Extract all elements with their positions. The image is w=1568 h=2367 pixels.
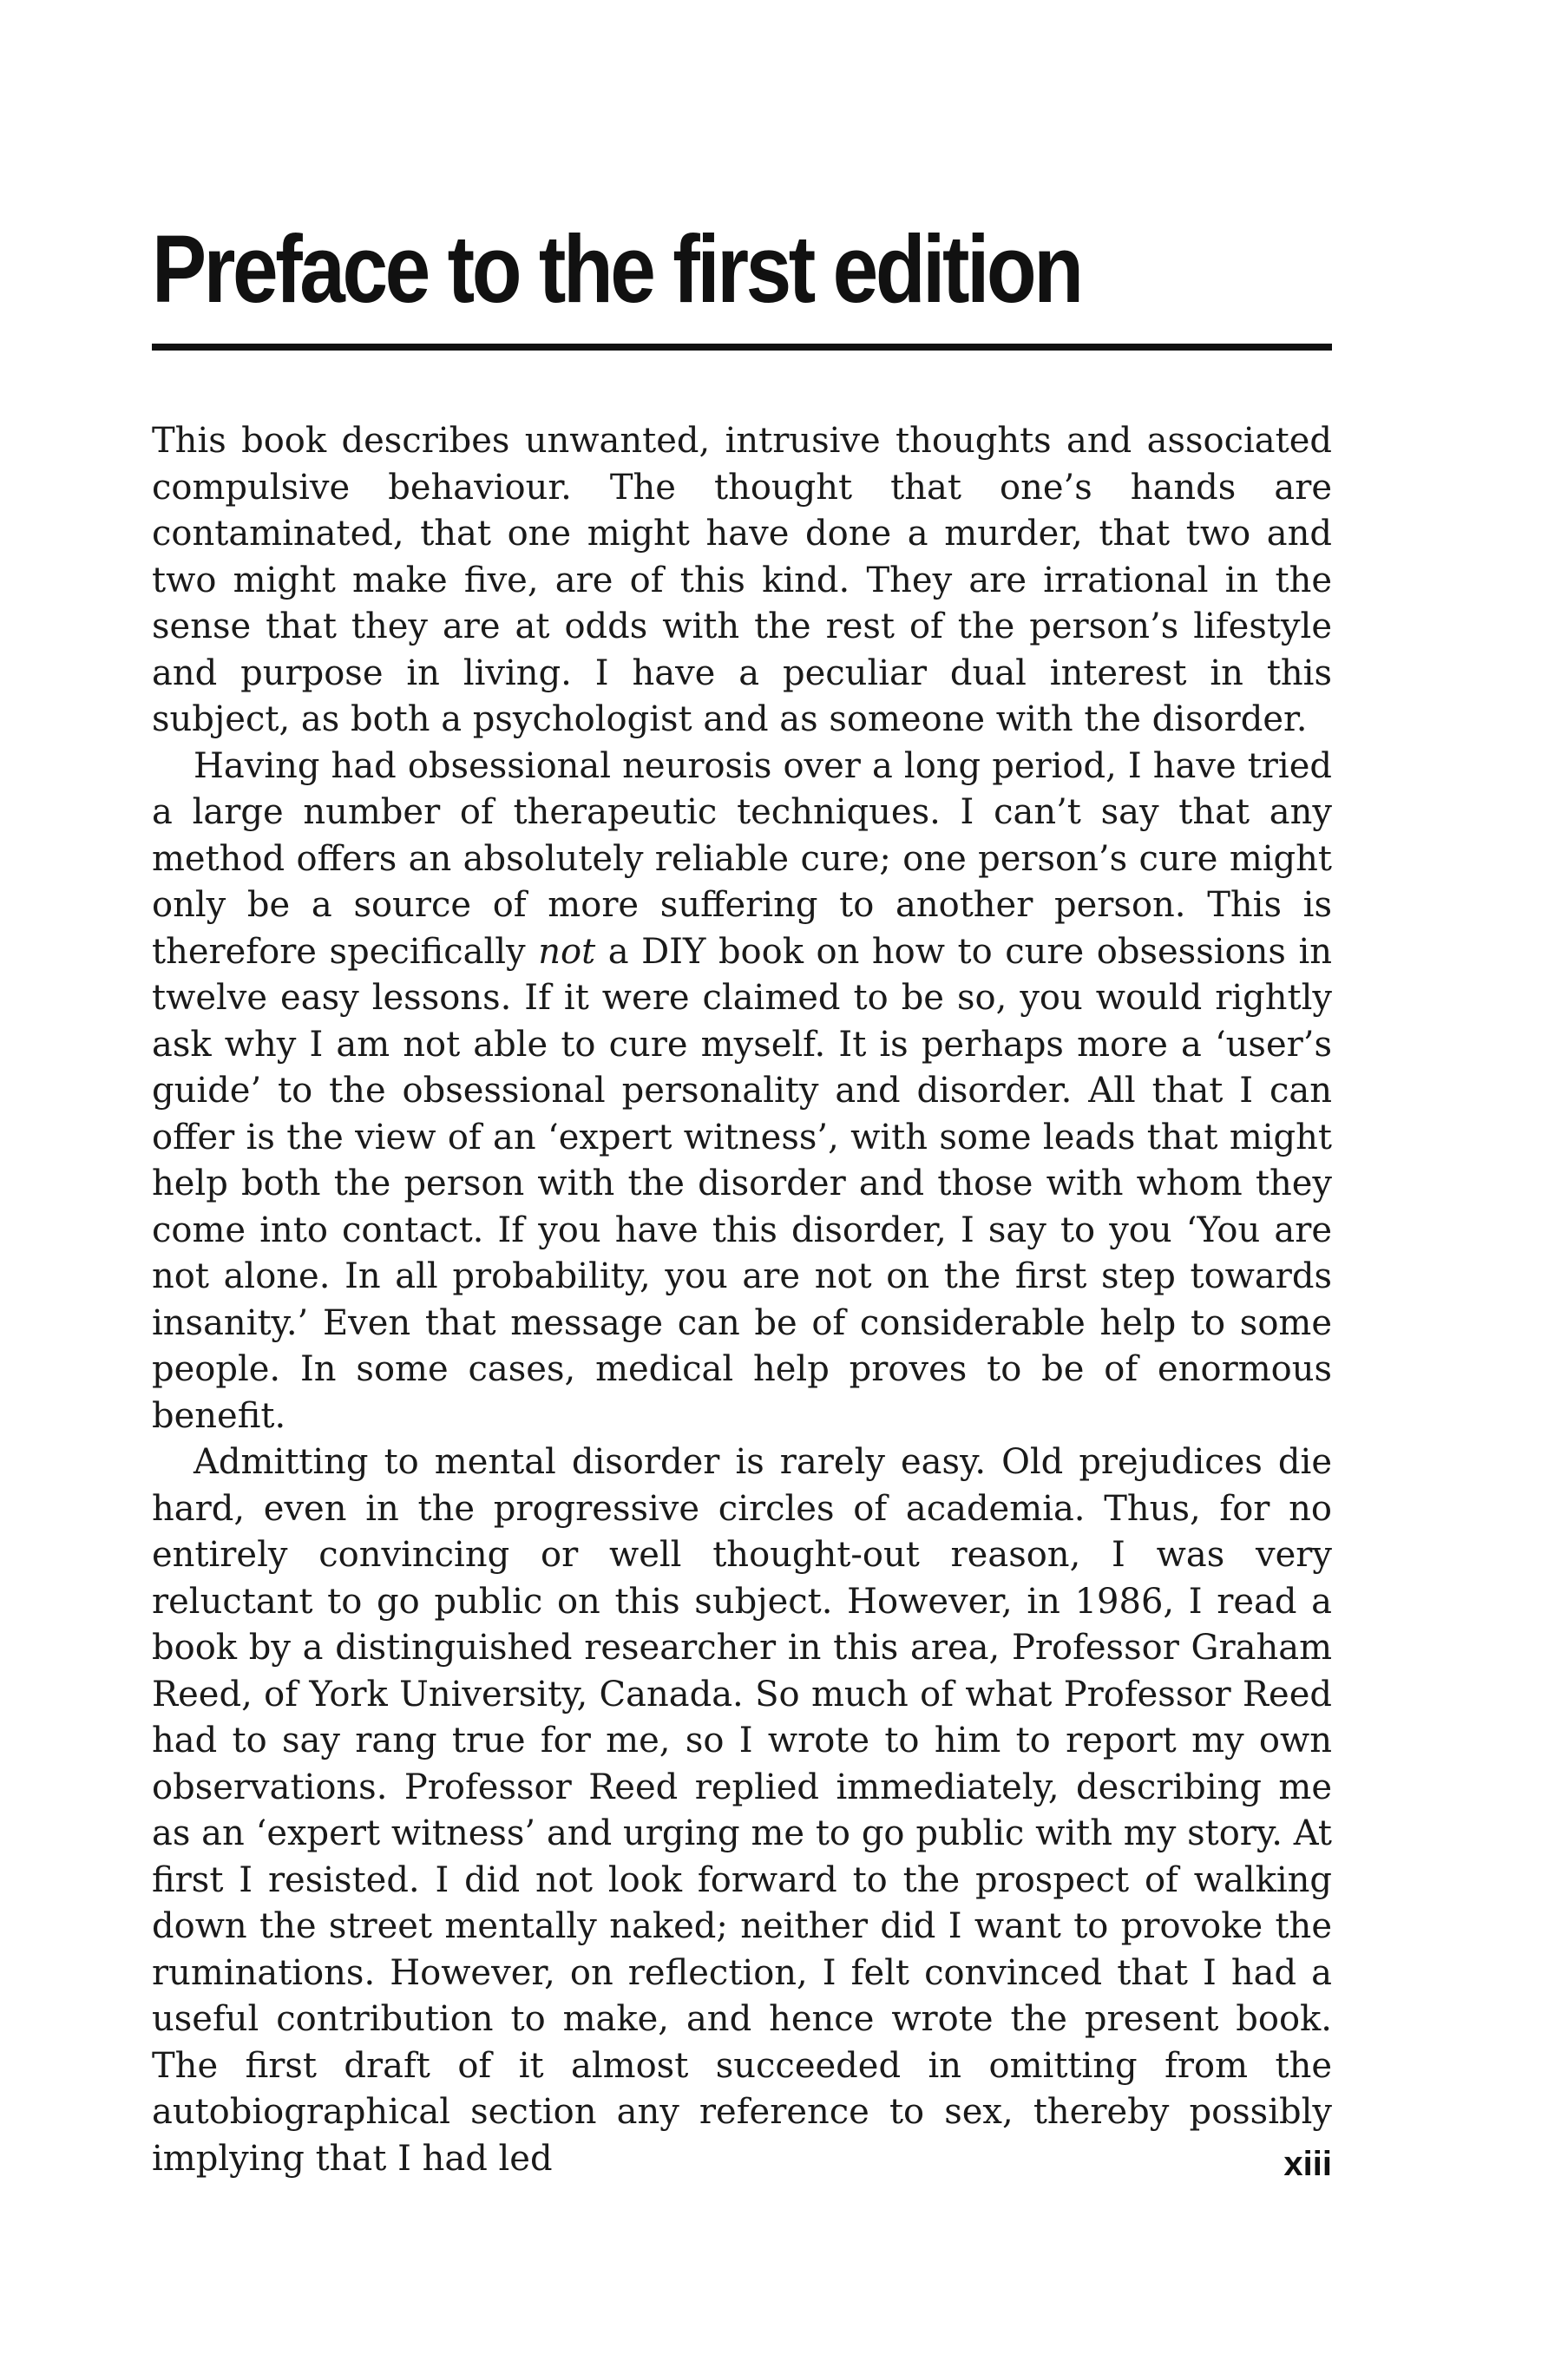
body-text (152, 418, 1332, 2182)
paragraph-2 (152, 744, 1332, 1440)
paragraph-1: This book describes unwanted, intrusive thoughts and associated compulsive behaviour. The thought that one’s hands are contaminated, that one might have done a murder, that two and two might make five, are of this kind. They are irrational in the sense that they are at odds with the rest of the person’s lifestyle and purpose in living. I have a peculiar dual interest in this subject, as both a psychologist and as someone with the disorder. (152, 421, 1332, 739)
paragraph-2-text-before: Having had obsessional neurosis over a long period, I have tried a large number of therapeutic techniques. I can’t say that any method offers an absolutely reliable cure; one person’s cure might only be a source of more suffering to another person. This is therefore specifically (152, 745, 1332, 972)
page-number: xiii (1283, 2145, 1332, 2183)
paragraph-3: Admitting to mental disorder is rarely easy. Old prejudices die hard, even in the progressive circles of academia. Thus, for no entirely convincing or well thought-out reason, I was very reluctant to go public on this subject. However, in 1986, I read a book by a distinguished researcher in this area, Professor Graham Reed, of York University, Canada. So much of what Professor Reed had to say rang true for me, so I wrote to him to report my own observations. Professor Reed replied immediately, describing me as an ‘expert witness’ and urging me to go public with my story. At first I resisted. I did not look forward to the prospect of walking down the street mentally naked; neither did I want to provoke the ruminations. However, on reflection, I felt convinced that I had a useful contribution to make, and hence wrote the present book. The first draft of it almost succeeded in omitting from the autobiographical section any reference to sex, thereby possibly implying that I had led (152, 1442, 1332, 2179)
paragraph-2-text-after: a DIY book on how to cure obsessions in twelve easy lessons. If it were claimed to be so, you would rightly ask why I am not able to cure myself. It is perhaps more a ‘user’s guide’ to the obsessional personality and disorder. All that I can offer is the view of an ‘expert witness’, with some leads that might help both the person with the disorder and those with whom they come into contact. If you have this disorder, I say to you ‘You are not alone. In all probability, you are not on the first step towards insanity.’ Even that message can be of considerable help to some people. In some cases, medical help proves to be of enormous benefit. (152, 931, 1332, 1436)
paragraph-2-emphasis: not (538, 931, 596, 972)
title-rule (152, 344, 1332, 351)
chapter-title: Preface to the first edition (152, 216, 1081, 323)
